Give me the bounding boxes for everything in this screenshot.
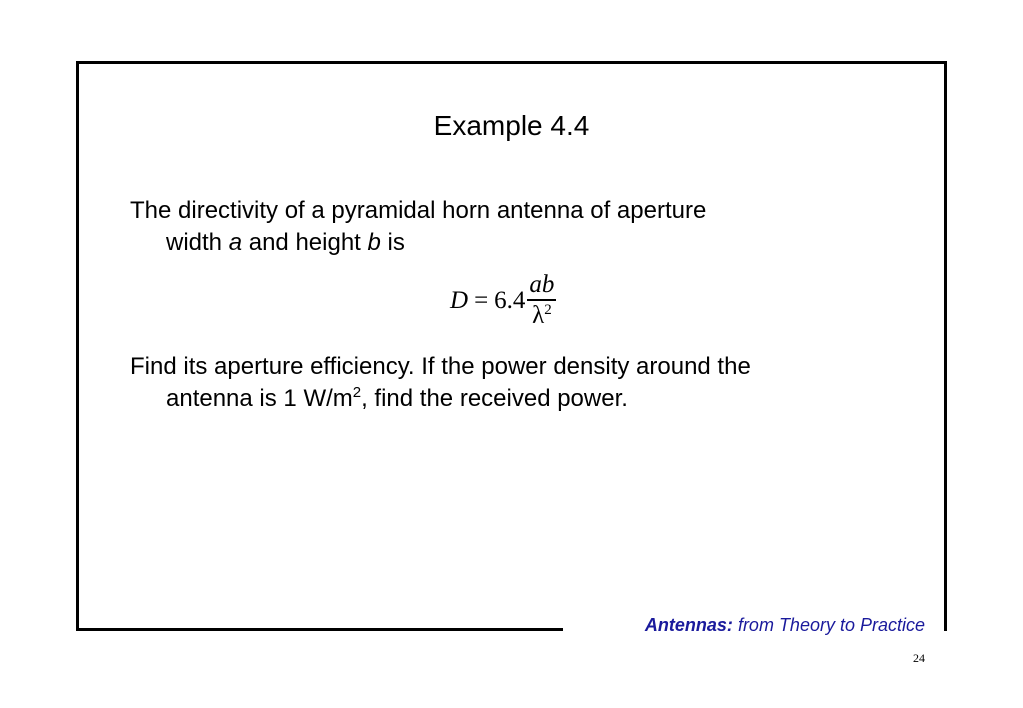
denominator-exponent: 2 — [544, 301, 552, 318]
variable-b: b — [367, 229, 381, 256]
text-width: width — [166, 229, 229, 256]
question-paragraph — [130, 351, 890, 415]
formula-fraction — [527, 271, 556, 331]
formula-denominator — [530, 301, 554, 331]
variable-a: a — [228, 229, 243, 256]
problem-line-2 — [130, 227, 890, 259]
question-line-2 — [130, 383, 890, 415]
unit-exponent: 2 — [352, 384, 362, 401]
slide-frame-top — [76, 61, 947, 64]
slide-frame-right — [944, 61, 947, 631]
text-antenna-power: antenna is 1 W/m — [166, 385, 353, 412]
footer-brand-subtitle: from Theory to Practice — [732, 615, 925, 635]
text-is: is — [380, 229, 405, 256]
slide-title: Example 4.4 — [433, 110, 590, 141]
slide-frame-left — [76, 61, 79, 631]
problem-statement-paragraph — [130, 195, 890, 259]
footer-book-title — [645, 615, 925, 636]
question-line-1: Find its aperture efficiency. If the power density around the — [130, 353, 751, 380]
formula-equals: = — [474, 287, 489, 314]
directivity-formula — [450, 270, 556, 332]
formula-coefficient: 6.4 — [494, 287, 526, 314]
formula-numerator: ab — [529, 271, 555, 299]
text-and-height: and height — [242, 229, 368, 256]
formula-lhs: D — [450, 287, 469, 314]
problem-line-1: The directivity of a pyramidal horn antenna of aperture — [130, 197, 707, 224]
page-number: 24 — [913, 651, 925, 665]
text-received-power: , find the received power. — [361, 385, 628, 412]
slide-frame-bottom — [76, 628, 563, 631]
lambda-symbol: λ — [532, 301, 545, 329]
footer-brand-bold: Antennas: — [644, 615, 733, 635]
